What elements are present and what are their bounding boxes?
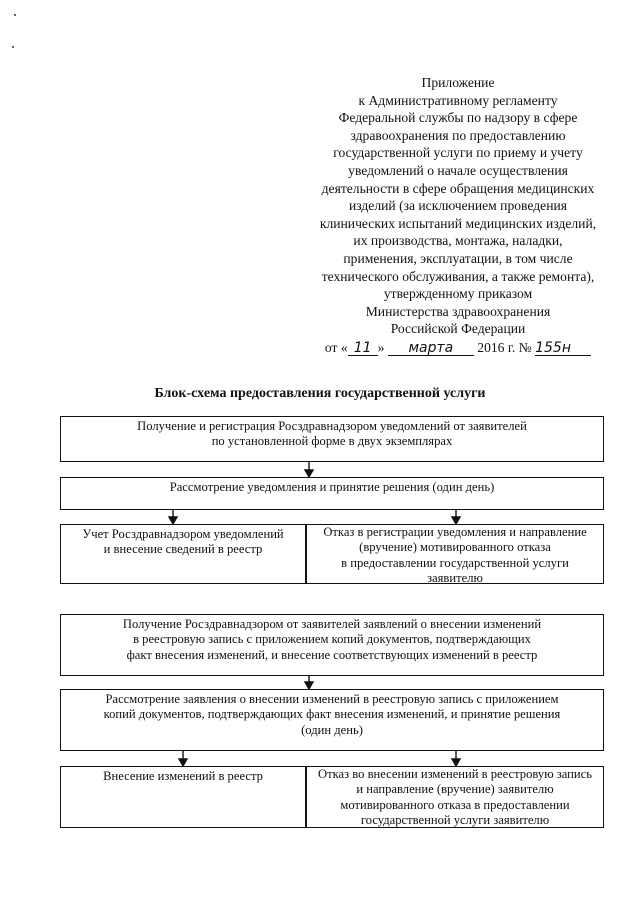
box-line: Получение и регистрация Росздравнадзором уведомлений от заявителей [137,419,527,433]
appendix-line: Министерства здравоохранения [365,303,551,319]
order-year: 2016 г. № [477,339,532,355]
box-line: по установленной форме в двух экземплярах [211,434,453,449]
order-month-handwritten: марта [388,341,474,356]
box-line: (вручение) мотивированного отказа [359,540,551,555]
appendix-line: утвержденному приказом [383,286,533,302]
appendix-line: применения, эксплуатации, в том числе [343,250,573,266]
arrow-connector [305,462,313,477]
appendix-line: уведомлений о начале осуществления [348,162,568,178]
box-line: и внесение сведений в реестр [103,542,263,557]
box-line: Отказ в регистрации уведомления и направление [323,525,587,539]
box-line: Получение Росздравнадзором от заявителей заявлений о внесении изменений [122,617,542,631]
order-number-handwritten: 155н [535,341,591,356]
appendix-line: к Административному регламенту [358,92,558,108]
arrow-connector [305,676,313,689]
box-line: заявителю [427,571,483,586]
box-line: государственной услуги заявителю [360,813,550,828]
appendix-line: Приложение [421,75,495,90]
appendix-line: их производства, монтажа, наладки, [353,233,563,249]
appendix-line: здравоохранения по предоставлению [350,127,566,143]
order-day-handwritten: 11 [348,341,378,356]
box-line: в реестровую запись с приложением копий документов, подтверждающих [133,632,531,647]
arrow-connector [452,751,460,766]
box-line: Внесение изменений в реестр [103,769,263,783]
appendix-line: изделий (за исключением проведения [348,198,567,214]
appendix-line: государственной услуги по приему и учету [333,145,583,161]
box-line: факт внесения изменений, и внесение соответствующих изменений в реестр [126,647,538,662]
appendix-line: технического обслуживания, а также ремонта), [321,268,595,284]
flowchart-title: Блок-схема предоставления государственной услуги [154,386,486,401]
box-line: Рассмотрение уведомления и принятие решения (один день) [169,480,495,494]
order-prefix: от « [324,339,348,355]
appendix-line: Российской Федерации [390,321,526,337]
arrow-connector [452,510,460,524]
appendix-line: Федеральной службы по надзору в сфере [338,110,578,126]
box-line: Отказ во внесении изменений в реестровую запись [318,767,592,781]
box-line: Учет Росздравнадзором уведомлений [82,527,284,541]
order-mid: » [377,339,385,355]
arrow-connector [179,751,187,766]
box-line: Рассмотрение заявления о внесении изменений в реестровую запись с приложением [105,692,559,706]
appendix-line: деятельности в сфере обращения медицинских [321,180,595,196]
arrow-connector [169,510,177,524]
box-line: и направление (вручение) заявителю [356,782,554,797]
box-line: копий документов, подтверждающих факт внесения изменений, и принятие решения [103,707,561,722]
box-line: мотивированного отказа в предоставлении [340,797,570,812]
appendix-line: клинических испытаний медицинских изделий, [319,215,597,231]
box-line: (один день) [301,722,363,737]
box-line: в предоставлении государственной услуги [341,555,569,570]
